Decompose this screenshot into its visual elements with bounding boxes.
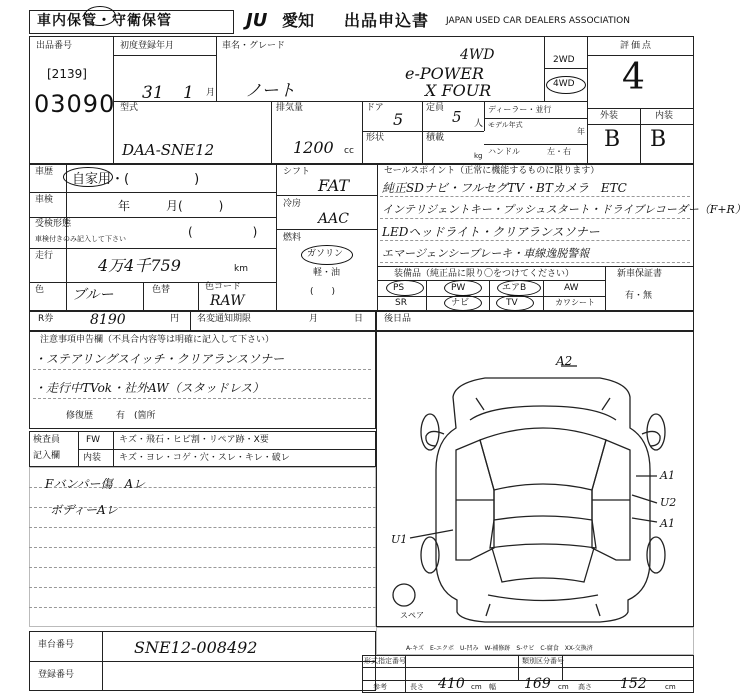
fuel-option-gasoline: ガソリン: [307, 249, 344, 259]
registration-year: 31: [142, 83, 164, 103]
chassis-value: SNE12-008492: [134, 638, 258, 657]
dealer-label: ディーラー・並行: [488, 105, 552, 114]
class-label: 類別区分番号: [522, 657, 564, 665]
inspection-value: 年 月( ): [118, 199, 224, 213]
shape-label: 形状: [366, 133, 385, 143]
equip-sr: SR: [395, 298, 407, 308]
mileage-value: 4万4千759: [98, 256, 181, 275]
rating-label: 評価点: [620, 41, 654, 51]
drive-4wd: 4WD: [553, 79, 575, 89]
sales-points-title: セールスポイント（正常に機能するものに限ります）: [384, 166, 600, 176]
fuel-circle: [301, 245, 353, 265]
exterior-label: 外装: [600, 111, 619, 121]
height-unit: cm: [665, 683, 676, 691]
lot-sub-code: [2139]: [47, 67, 87, 81]
equip-ps: PS: [393, 283, 405, 293]
warranty-sub: 車検付きのみ記入して下さい: [35, 235, 126, 243]
color-code-label: 色コード: [205, 282, 242, 292]
fuel-option-diesel: 軽・油: [313, 268, 341, 278]
warranty-book-options: 有・無: [625, 291, 653, 301]
handle-label: ハンドル: [488, 147, 520, 156]
inspector-fw: FW: [86, 435, 101, 445]
model-grade-drive: 4WD: [460, 47, 495, 63]
equip-ps-circle: [386, 280, 424, 296]
equip-airbag: エアB: [502, 283, 527, 293]
inspector-int-detail: キズ・ヨレ・コゲ・穴・スレ・キレ・破レ: [119, 453, 290, 463]
association-name: JAPAN USED CAR DEALERS ASSOCIATION: [446, 16, 630, 26]
color-change-label: 色替: [152, 285, 171, 295]
ac-label: 冷房: [283, 199, 302, 209]
model-grade-four: X FOUR: [425, 81, 492, 100]
comment-2: ボディーAレ: [50, 503, 118, 517]
mark-a1-right: A1: [660, 469, 675, 482]
exterior-score: B: [604, 127, 621, 152]
cargo-label: 積載: [426, 133, 445, 143]
recycle-unit: 円: [170, 314, 180, 324]
history-label: 車歴: [35, 167, 54, 177]
inspector-fw-detail: キズ・飛石・ヒビ割・リペア跡・X要: [119, 435, 269, 445]
equipment-title: 装備品（純正品に限り〇をつけてください）: [394, 269, 575, 279]
sales-point-4: エマージェンシーブレーキ・車線逸脱警報: [382, 247, 590, 260]
model-year-label: モデル年式: [488, 121, 523, 129]
deadline-day: 日: [354, 314, 364, 324]
equip-aw: AW: [564, 283, 579, 293]
fuel-option-other: ( ): [310, 287, 336, 297]
length-label: 長さ: [410, 683, 424, 691]
chassis-label: 車台番号: [38, 640, 75, 650]
displacement-unit: cc: [344, 146, 354, 156]
equip-seat: カワシート: [555, 298, 595, 307]
mark-a2-top: A2: [556, 354, 573, 368]
ownership-circle: [84, 6, 116, 26]
ref-label: 参考: [373, 683, 387, 691]
width-label: 幅: [489, 683, 496, 691]
inspector-label-2: 記入欄: [33, 451, 61, 461]
cert-label: 形式指定番号: [364, 657, 406, 665]
caution-title: 注意事項申告欄（不具合内容等は明確に記入して下さい）: [40, 335, 275, 345]
equip-tv: TV: [506, 298, 518, 308]
color-code-value: RAW: [210, 293, 245, 309]
model-grade-power: e-POWER: [405, 64, 484, 83]
inspection-label: 車検: [35, 195, 54, 205]
caution-line-2: ・走行中TVok・社外AW（スタッドレス）: [34, 381, 265, 395]
warranty-value: ( ): [188, 225, 258, 239]
inspector-int: 内装: [83, 453, 102, 463]
equip-pw: PW: [451, 283, 466, 293]
seats-label: 定員: [426, 103, 445, 113]
door-value: 5: [393, 110, 404, 129]
registration-month-unit: 月: [206, 88, 216, 98]
fuel-label: 燃料: [283, 233, 302, 243]
color-value: ブルー: [72, 287, 114, 303]
repair-value: 有 (箇所: [116, 411, 156, 421]
shift-label: シフト: [283, 167, 311, 177]
sales-point-2: インテリジェントキー・プッシュスタート・ドライブレコーダー（F+R）: [382, 203, 746, 216]
caution-line-1: ・ステアリングスイッチ・クリアランスソナー: [34, 352, 285, 366]
height-label: 高さ: [578, 683, 592, 691]
length-value: 410: [438, 676, 465, 692]
length-unit: cm: [471, 683, 482, 691]
registration-month: 1: [183, 83, 194, 103]
damage-diagram-frame: [376, 331, 694, 627]
recycle-label: R券: [38, 314, 54, 324]
type-label: 型式: [120, 103, 139, 113]
mark-u1-left: U1: [391, 533, 408, 546]
deadline-month: 月: [309, 314, 319, 324]
equip-navi-circle: [444, 295, 482, 311]
recycle-amount: 8190: [90, 312, 126, 328]
shift-value: FAT: [318, 176, 350, 195]
mark-a1-rear: A1: [660, 517, 675, 530]
spare-label: スペア: [400, 611, 424, 620]
sales-point-3: LEDヘッドライト・クリアランスソナー: [382, 225, 600, 239]
model-name: ノート: [245, 81, 296, 101]
warranty-book-title: 新車保証書: [617, 269, 663, 279]
lot-label: 出品番号: [36, 41, 73, 51]
equip-navi: ナビ: [451, 298, 470, 308]
rating-score: 4: [622, 57, 645, 98]
form-title: 出品申込書: [344, 11, 430, 30]
ju-logo: JU: [246, 10, 268, 31]
repair-label: 修復歴: [66, 411, 94, 421]
height-value: 152: [620, 676, 647, 692]
type-value: DAA-SNE12: [122, 141, 215, 159]
sales-point-1: 純正SDナビ・フルセグTV・BTカメラ ETC: [382, 181, 627, 195]
handle-options: 左・右: [547, 147, 571, 156]
warranty-label: 受検形態: [35, 219, 72, 229]
model-name-label: 車名・グレード: [222, 41, 286, 51]
color-label: 色: [35, 285, 45, 295]
mark-u2-right: U2: [660, 496, 677, 509]
drive-2wd: 2WD: [553, 55, 575, 65]
lot-number: 03090: [34, 90, 116, 118]
displacement-value: 1200: [293, 138, 334, 157]
equip-airbag-circle: [497, 280, 541, 296]
model-year-unit: 年: [577, 127, 585, 136]
ac-value: AAC: [318, 211, 349, 227]
registration-label: 初度登録年月: [120, 41, 175, 51]
interior-score: B: [650, 127, 667, 152]
later-items-label: 後日品: [384, 314, 412, 324]
comment-1: Fバンパー傷 Aレ: [45, 477, 146, 491]
logo-text: 愛知: [282, 11, 315, 30]
seats-value: 5: [452, 108, 462, 126]
seats-unit: 人: [474, 119, 484, 129]
interior-label: 内装: [655, 111, 674, 121]
cargo-unit: kg: [474, 152, 483, 160]
door-label: ドア: [366, 103, 384, 113]
mileage-unit: km: [234, 264, 248, 274]
equip-pw-circle: [444, 280, 482, 296]
width-unit: cm: [558, 683, 569, 691]
mileage-label: 走行: [35, 251, 54, 261]
ownership-label: 車内保管・守衛保管: [37, 13, 172, 29]
history-circle: [63, 167, 113, 187]
history-value: 自家用・( ): [72, 172, 200, 187]
damage-legend: A-キズ E-エクボ U-凹み W-補修跡 S-サビ C-腐食 XX-交換済: [406, 645, 593, 652]
deadline-label: 名変通知期限: [197, 314, 252, 324]
width-value: 169: [524, 676, 551, 692]
displacement-label: 排気量: [276, 103, 304, 113]
reg-label: 登録番号: [38, 670, 75, 680]
inspector-label: 検査員: [33, 435, 61, 445]
equip-tv-circle: [496, 295, 534, 311]
later-items-row: [376, 311, 694, 331]
